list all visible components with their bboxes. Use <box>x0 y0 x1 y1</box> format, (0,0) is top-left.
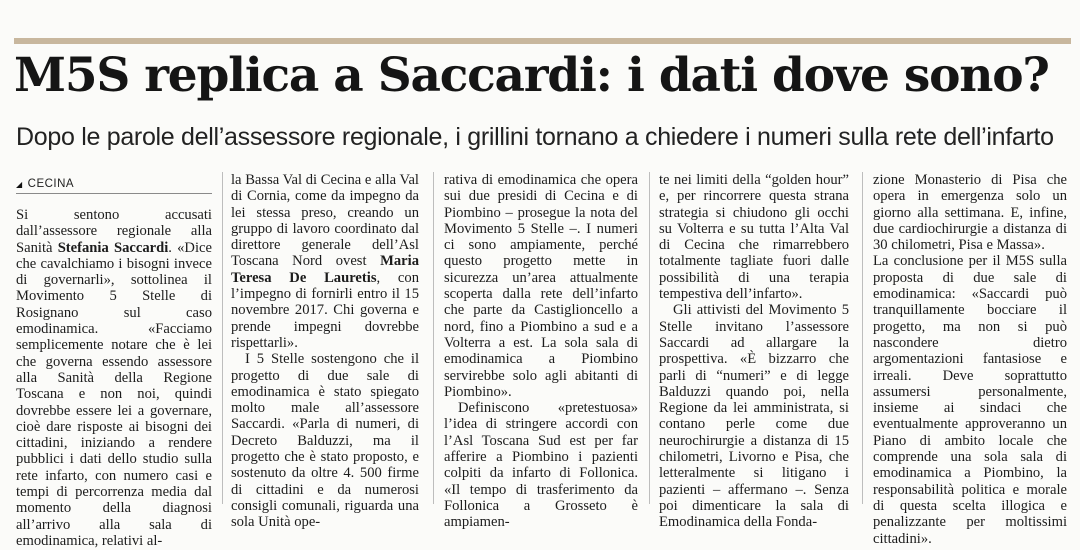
column-4-paragraph-1: te nei limiti della “golden hour” e, per rincorrere questa strana strategia si chiudono gli occhi su Volterra e su tutta l’Alta Val di Cecina che rimarrebbero totalmente tagliate fuori dalle possibilità di una terapia tempestiva dell’infarto». <box>659 172 849 303</box>
dateline-label: CECINA <box>27 178 75 190</box>
article-column-1 <box>16 176 212 549</box>
top-rule <box>14 38 1071 44</box>
column-separator <box>862 172 863 504</box>
column-3-paragraph-2: Definiscono «pretestuosa» l’idea di stringere accordi con l’Asl Toscana Sud est per far afferire a Piombino i pazienti colpiti da infarto di Follonica. «Il tempo di trasferimento da Follonica a Grosseto è ampiamen- <box>444 400 638 531</box>
column-4-paragraph-2: Gli attivisti del Movimento 5 Stelle invitano l’assessore Saccardi ad allargare la prospettiva. «È bizzarro che parli di “numeri” e di legge Balduzzi quando poi, nella Regione da lei amministrata, si contano perle come due neurochirurgie a distanza di 15 chilometri, Livorno e Pisa, che letteralmente si litigano i pazienti – affermano –. Senza poi dimenticare la sala di Emodinamica della Fonda- <box>659 302 849 531</box>
column-separator <box>222 172 223 504</box>
person-name-saccardi: Stefania Saccardi <box>57 239 169 256</box>
col1-text-b: . «Dice che cavalchiamo i bisogni invece di governarli», sottolinea il Movimento 5 Stelle di Rosignano sul caso emodinamica. «Facciamo semplicemente notare che è lei che governa essendo assessore alla Sanità della Regione Toscana e non noi, quindi dovrebbe essere lei a governare, cioè dare risposte ai bisogni dei cittadini, iniziando a rendere pubblici i dati dello studio sulla rete infarto, con numero casi e tempi di percorrenza media dal momento della diagnosi all’arrivo alla sala di emodinamica, relativi al- <box>16 239 212 549</box>
col1-text-a: Si sentono accusati dall’assessore regionale alla Sanità <box>16 207 212 256</box>
person-name-de-lauretis: Maria Teresa De Lauretis <box>231 253 419 286</box>
column-3-paragraph-1: rativa di emodinamica che opera sui due presidi di Cecina e di Piombino – prosegue la nota del Movimento 5 Stelle –. I numeri ci sono ampiamente, perché questo progetto mette in sicurezza un’area attualmente scoperta dalla rete dell’infarto che parte da Castiglioncello a nord, fino a Piombino a sud e a Volterra a est. La sola sala di emodinamica a Piombino servirebbe solo agli abitanti di Piombino». <box>444 172 638 400</box>
column-2-paragraph-1 <box>231 172 419 351</box>
column-2-paragraph-2: I 5 Stelle sostengono che il progetto di due sale di emodinamica è stato spiegato molto male all’assessore Saccardi. «Parla di numeri, di Decreto Balduzzi, ma il progetto che è stato proposto, e sostenuto da oltre 4. 500 firme di cittadini e da numerosi consigli comunali, riguarda una sola Unità ope- <box>231 351 419 531</box>
article-column-4 <box>659 172 849 531</box>
column-5-paragraph-1: zione Monasterio di Pisa che opera in emergenza solo un giorno alla settimana. E, infine, due cardiochirurgie a distanza di 30 chilometri, Pisa e Massa». <box>873 172 1067 254</box>
column-separator <box>649 172 650 504</box>
article-column-3 <box>444 172 638 531</box>
article-subheadline: Dopo le parole dell’assessore regionale, i grillini tornano a chiedere i numeri sulla rete dell’infarto <box>16 123 1054 151</box>
column-1-paragraph-1 <box>16 207 212 549</box>
col2-text-b: , con l’impegno di fornirli entro il 15 novembre 2017. Chi governa e prende impegni dovrebbe rispettarli». <box>231 269 419 351</box>
article-column-5 <box>873 172 1067 547</box>
column-5-paragraph-2: La conclusione per il M5S sulla proposta di due sale di emodinamica: «Saccardi può tranquillamente bocciare il progetto, ma non si può nascondere dietro argomentazioni fantasiose e irreali. Deve soprattutto assumersi personalmente, insieme ai sindaci che eventualmente approveranno un Piano di ambito locale che comprende una sola sala di emodinamica a Piombino, la responsabilità politica e morale di questa scelta illogica e penalizzante per moltissimi cittadini». <box>873 253 1067 547</box>
article-headline: M5S replica a Saccardi: i dati dove sono? <box>14 48 1049 103</box>
col2-text-a: la Bassa Val di Cecina e alla Val di Cornia, come da impegno da lei stessa preso, creando un gruppo di lavoro coordinato dal direttore generale dell’Asl Toscana Nord ovest <box>231 172 419 270</box>
column-separator <box>433 172 434 504</box>
dateline-marker-icon: ◢ <box>16 180 23 189</box>
article-column-2 <box>231 172 419 531</box>
